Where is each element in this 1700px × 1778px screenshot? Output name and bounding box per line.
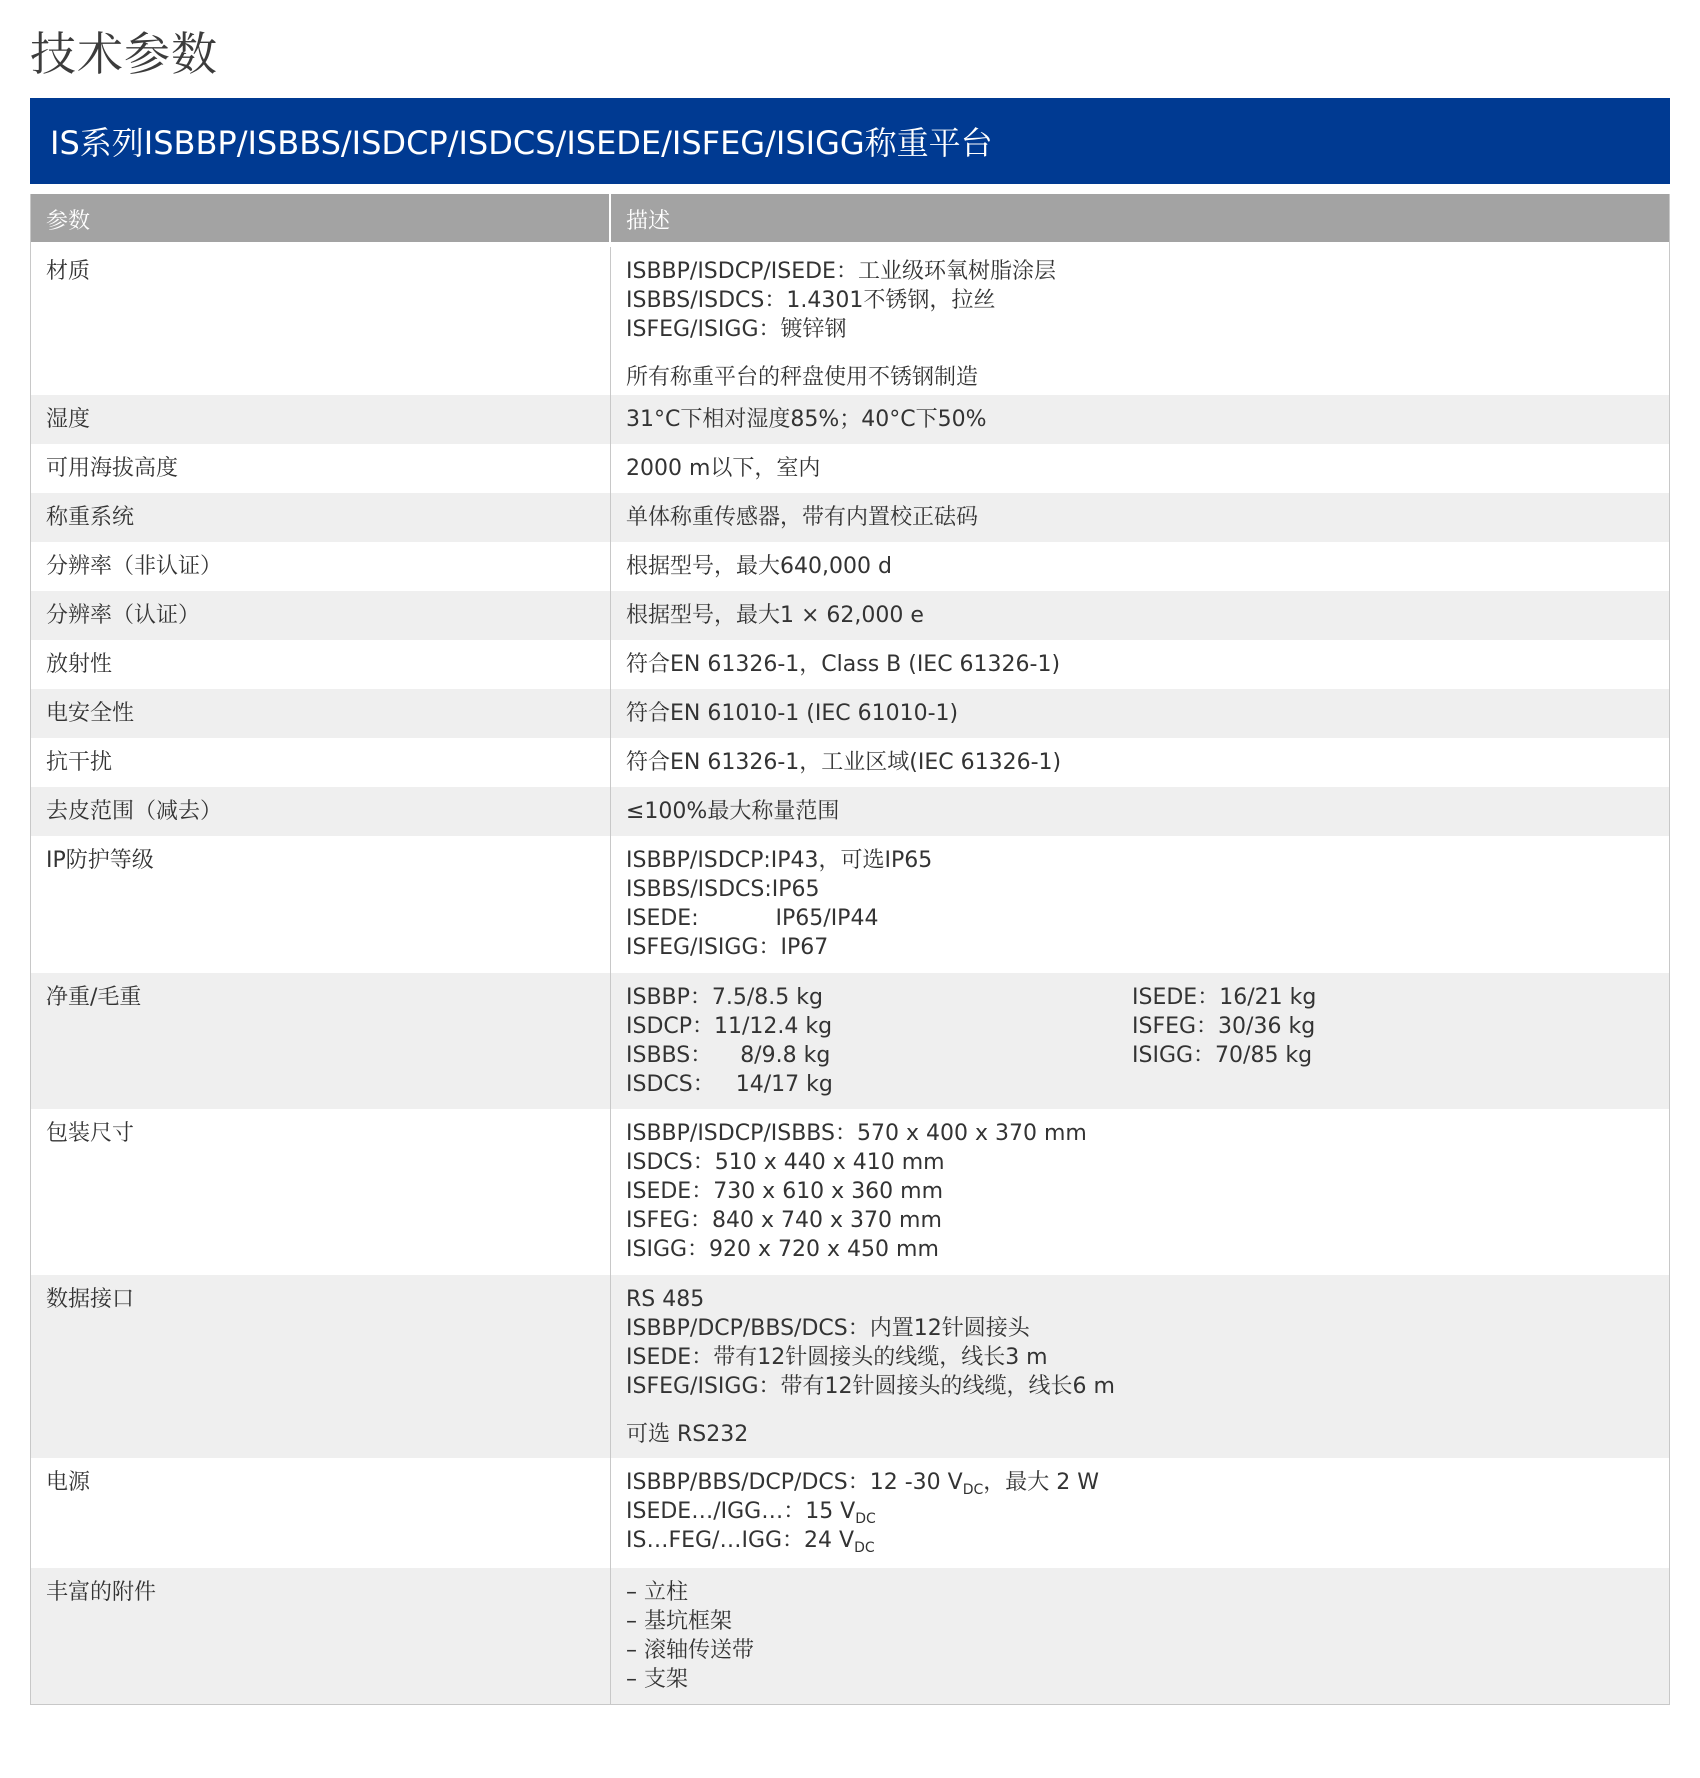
row-desc (611, 395, 1669, 444)
row-label: 净重/毛重 (31, 973, 611, 1109)
table-row-accessories (31, 1568, 1669, 1704)
weight-column-left (626, 983, 1132, 1099)
row-desc (611, 1568, 1669, 1704)
table-row-altitude (31, 444, 1669, 493)
row-label: 包装尺寸 (31, 1109, 611, 1275)
desc-line: ISEDE：730 x 610 x 360 mm (626, 1179, 944, 1204)
weight-columns (626, 983, 1669, 1099)
table-row-resolution-noncertified (31, 542, 1669, 591)
desc-line: 符合EN 61326-1，Class B (IEC 61326-1) (626, 652, 1061, 677)
row-desc (611, 542, 1669, 591)
row-desc (611, 444, 1669, 493)
row-label: 分辨率（非认证） (31, 542, 611, 591)
row-label: 称重系统 (31, 493, 611, 542)
header-param: 参数 (31, 194, 611, 242)
row-label: 去皮范围（减去） (31, 787, 611, 836)
desc-line: ISIGG：70/85 kg (1132, 1043, 1313, 1068)
table-row-power-supply (31, 1458, 1669, 1568)
row-label: 电源 (31, 1458, 611, 1568)
row-label: 抗干扰 (31, 738, 611, 787)
desc-line: RS 485 (626, 1287, 705, 1312)
desc-line: 31°C下相对湿度85%；40°C下50% (626, 407, 987, 432)
desc-line: ISEDE：带有12针圆接头的线缆，线长3 m (626, 1345, 1048, 1370)
row-desc (611, 973, 1669, 1109)
desc-line: 符合EN 61326-1，工业区域(IEC 61326-1) (626, 750, 1062, 775)
desc-note: 可选 RS232 (626, 1422, 749, 1447)
row-desc (611, 1275, 1669, 1458)
desc-line: ISBBP：7.5/8.5 kg (626, 985, 823, 1010)
table-row-net-gross-weight (31, 973, 1669, 1109)
desc-note: 所有称重平台的秤盘使用不锈钢制造 (626, 365, 979, 390)
desc-line: – 立柱 (626, 1580, 688, 1605)
row-label: 可用海拔高度 (31, 444, 611, 493)
table-row-electrical-safety (31, 689, 1669, 738)
row-label: 电安全性 (31, 689, 611, 738)
desc-line: ISBBP/ISDCP/ISEDE：工业级环氧树脂涂层 (626, 259, 1056, 284)
row-label: 数据接口 (31, 1275, 611, 1458)
product-title-banner (30, 98, 1670, 184)
power-line: IS…FEG/…IGG：24 $V_{DC}$ (626, 1528, 875, 1556)
table-row-tare-range (31, 787, 1669, 836)
power-line: ISEDE…/IGG…：15 $V_{DC}$ (626, 1499, 876, 1527)
table-row-emission (31, 640, 1669, 689)
desc-line: – 滚轴传送带 (626, 1638, 754, 1663)
desc-line: ISBBP/DCP/BBS/DCS：内置12针圆接头 (626, 1316, 1030, 1341)
desc-line: ISBBS： 8/9.8 kg (626, 1043, 831, 1068)
desc-line: 根据型号，最大1 × 62,000 e (626, 603, 924, 628)
desc-line: ISFEG：840 x 740 x 370 mm (626, 1208, 942, 1233)
banner-title: IS系列ISBBP/ISBBS/ISDCP/ISDCS/ISEDE/ISFEG/ISIGG称重平台 (50, 124, 993, 162)
desc-line: ISBBP/ISDCP:IP43，可选IP65 (626, 848, 933, 873)
row-desc (611, 836, 1669, 973)
desc-line: ISFEG：30/36 kg (1132, 1014, 1316, 1039)
row-label: 丰富的附件 (31, 1568, 611, 1704)
row-label: 放射性 (31, 640, 611, 689)
table-row-material (31, 247, 1669, 395)
page-title: 技术参数 (30, 27, 218, 81)
desc-line: ISBBS/ISDCS:IP65 (626, 877, 820, 902)
desc-line: ISDCP：11/12.4 kg (626, 1014, 833, 1039)
row-desc (611, 787, 1669, 836)
desc-line: 根据型号，最大640,000 d (626, 554, 892, 579)
desc-line: ISEDE：16/21 kg (1132, 985, 1317, 1010)
desc-line: ≤100%最大称量范围 (626, 799, 840, 824)
desc-line: ISDCS： 14/17 kg (626, 1072, 833, 1097)
row-label: 材质 (31, 247, 611, 395)
table-row-humidity (31, 395, 1669, 444)
desc-line: ISDCS：510 x 440 x 410 mm (626, 1150, 945, 1175)
desc-line: 单体称重传感器，带有内置校正砝码 (626, 505, 979, 530)
row-desc (611, 640, 1669, 689)
row-label: 湿度 (31, 395, 611, 444)
row-desc (611, 1458, 1669, 1568)
weight-column-right (1132, 983, 1316, 1099)
desc-line: ISFEG/ISIGG：带有12针圆接头的线缆，线长6 m (626, 1374, 1115, 1399)
table-header (31, 194, 1669, 242)
desc-line: ISIGG：920 x 720 x 450 mm (626, 1237, 939, 1262)
desc-line: – 支架 (626, 1667, 688, 1692)
desc-line: ISBBP/ISDCP/ISBBS：570 x 400 x 370 mm (626, 1121, 1087, 1146)
desc-line: – 基坑框架 (626, 1609, 732, 1634)
table-row-resolution-certified (31, 591, 1669, 640)
desc-line: ISFEG/ISIGG：镀锌钢 (626, 317, 847, 342)
desc-line: 2000 m以下，室内 (626, 456, 821, 481)
desc-line: ISEDE: IP65/IP44 (626, 906, 879, 931)
desc-line: 符合EN 61010-1 (IEC 61010-1) (626, 701, 959, 726)
row-desc (611, 1109, 1669, 1275)
table-row-data-interface (31, 1275, 1669, 1458)
row-desc (611, 738, 1669, 787)
desc-line: ISBBS/ISDCS：1.4301不锈钢，拉丝 (626, 288, 996, 313)
row-desc (611, 591, 1669, 640)
row-desc (611, 247, 1669, 395)
power-line: ISBBP/BBS/DCP/DCS：12 -30 $V_{DC}$，最大 2 W (626, 1470, 1100, 1498)
row-desc (611, 689, 1669, 738)
spec-table (30, 194, 1670, 1705)
desc-line: ISFEG/ISIGG：IP67 (626, 935, 829, 960)
row-desc (611, 493, 1669, 542)
row-label: IP防护等级 (31, 836, 611, 973)
table-row-weighing-system (31, 493, 1669, 542)
table-row-immunity (31, 738, 1669, 787)
row-label: 分辨率（认证） (31, 591, 611, 640)
table-row-ip-rating (31, 836, 1669, 973)
header-desc: 描述 (626, 209, 671, 234)
table-row-package-size (31, 1109, 1669, 1275)
